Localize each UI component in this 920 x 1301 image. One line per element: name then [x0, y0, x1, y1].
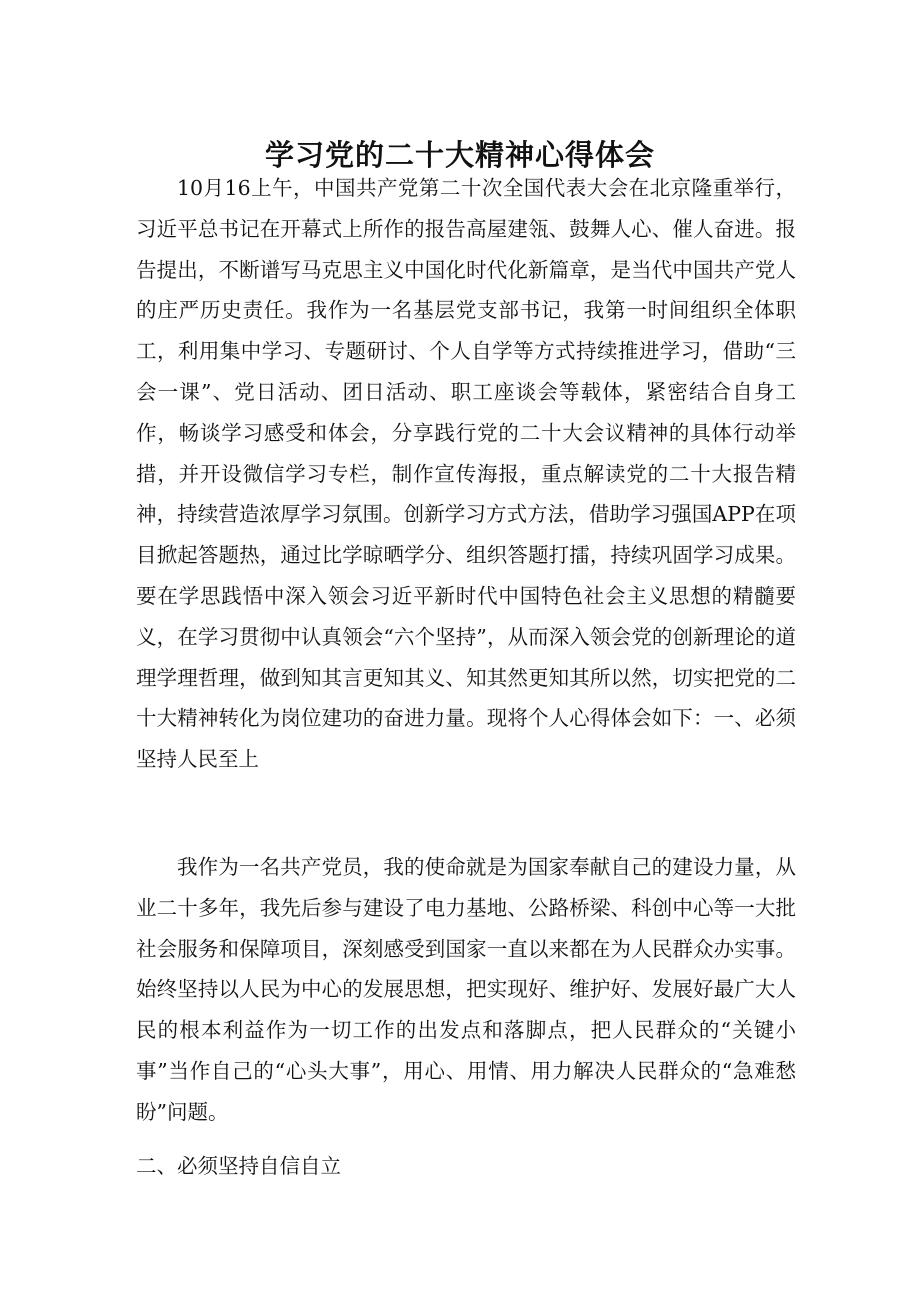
document-title: 学习党的二十大精神心得体会 [264, 138, 655, 173]
section-heading-2: 二、必须坚持自信自立 [136, 1154, 341, 1178]
paragraph-1: 10月16上午，中国共产党第二十次全国代表大会在北京隆重举行，习近平总书记在开幕式上所作的报告高屋建瓴、鼓舞人心、催人奋进。报告提出，不断谱写马克思主义中国化时代化新篇章，是当代中国共产党人的庄严历史责任。我作为一名基层党支部书记，我第一时间组织全体职工，利用集中学习、专题研讨、个人自学等方式持续推进学习，借助“三会一课”、党日活动、团日活动、职工座谈会等载体，紧密结合自身工作，畅谈学习感受和体会，分享践行党的二十大会议精神的具体行动举措，并开设微信学习专栏，制作宣传海报，重点解读党的二十大报告精神，持续营造浓厚学习氛围。创新学习方式方法，借助学习强国APP在项目掀起答题热，通过比学晾晒学分、组织答题打擂，持续巩固学习成果。要在学思践悟中深入领会习近平新时代中国特色社会主义思想的精髓要义，在学习贯彻中认真领会“六个坚持”，从而深入领会党的创新理论的道理学理哲理，做到知其言更知其义、知其然更知其所以然，切实把党的二十大精神转化为岗位建功的奋进力量。现将个人心得体会如下：一、必须坚持人民至上 [136, 176, 796, 772]
paragraph-2: 我作为一名共产党员，我的使命就是为国家奉献自己的建设力量，从业二十多年，我先后参与建设了电力基地、公路桥梁、科创中心等一大批社会服务和保障项目，深刻感受到国家一直以来都在为人民群众办实事。始终坚持以人民为中心的发展思想，把实现好、维护好、发展好最广大人民的根本利益作为一切工作的出发点和落脚点，把人民群众的“关键小事”当作自己的“心头大事”，用心、用情、用力解决人民群众的“急难愁盼”问题。 [136, 855, 796, 1124]
